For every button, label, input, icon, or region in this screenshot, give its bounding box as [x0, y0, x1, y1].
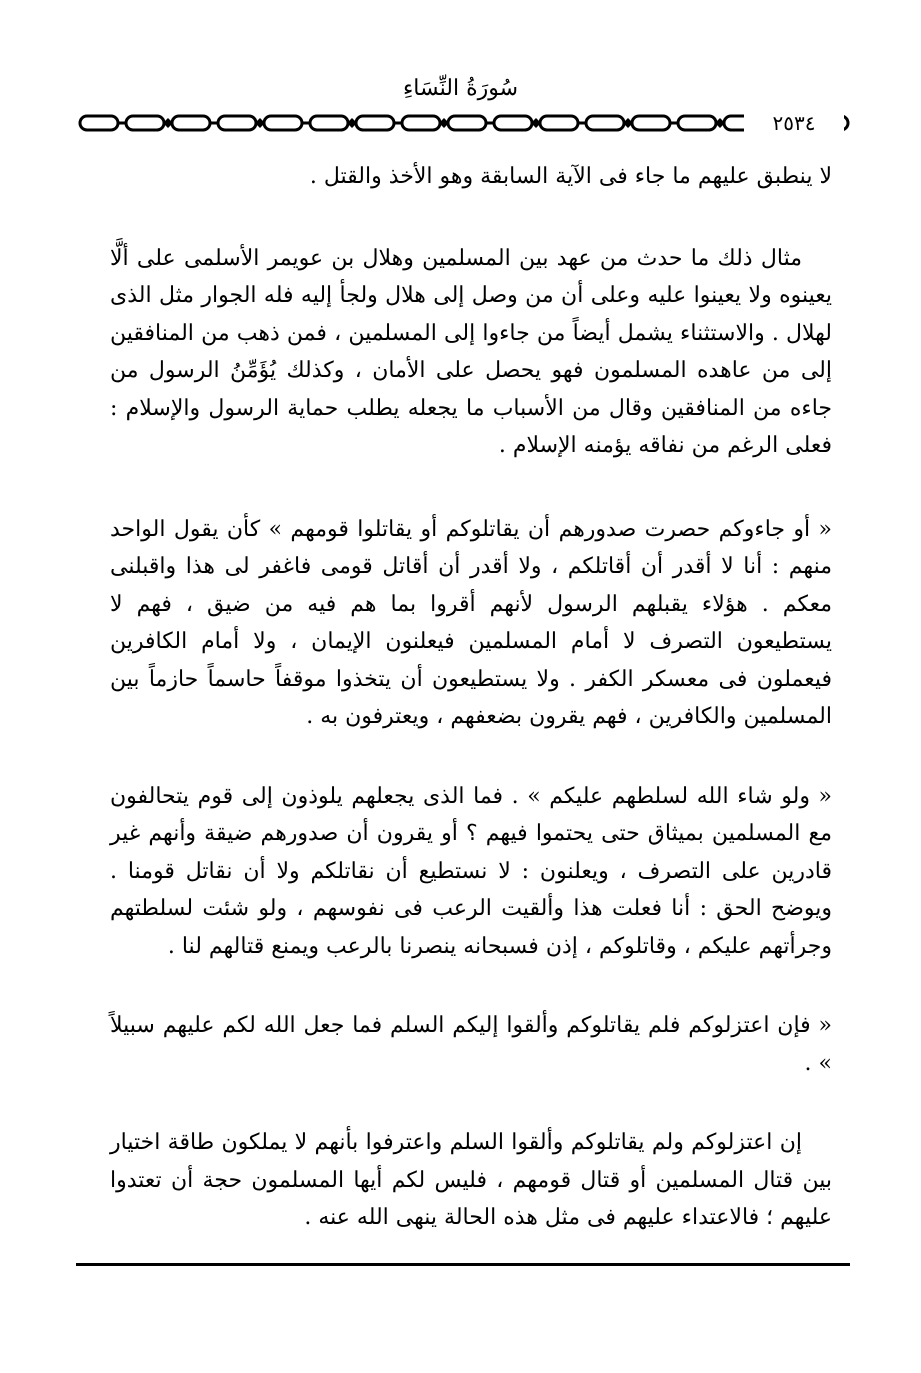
ornamental-border: [76, 110, 852, 136]
paragraph-4: « ولو شاء الله لسلطهم عليكم » . فما الذى يجعلهم يلوذون إلى قوم يتحالفون مع المسلمين بميثاق حتى يحتموا فيهم ؟ أو يقرون أن صدورهم ضيقة وأنهم غير قادرين على التصرف ، ويعلنون : لا نستطيع أن نقاتلكم ولا أن نقاتل قومنا . ويوضح الحق : أنا فعلت هذا وألقيت الرعب فى نفوسهم ، ولو شئت لسلطتهم وجرأتهم عليكم ، وقاتلوكم ، إذن فسبحانه ينصرنا بالرعب ويمنع قتالهم لنا .: [110, 783, 833, 959]
paragraph-1: لا ينطبق عليهم ما جاء فى الآية السابقة وهو الأخذ والقتل .: [309, 164, 832, 189]
paragraph-5: « فإن اعتزلوكم فلم يقاتلوكم وألقوا إليكم السلم فما جعل الله لكم عليهم سبيلاً » .: [110, 1013, 832, 1076]
paragraph-2: مثال ذلك ما حدث من عهد بين المسلمين وهلال بن عويمر الأسلمى على ألَّا يعينوه ولا يعينوا عليه وعلى أن من وصل إلى هلال ولجأ إليه فله الجوار مثل الذى لهلال . والاستثناء يشمل أيضاً من جاءوا إلى المسلمين ، فمن ذهب من المنافقين إلى من عاهده المسلمون فهو يحصل على الأمان ، وكذلك يُؤَمِّنُ الرسول من جاءه من المنافقين وقال من الأسباب ما يجعله يطلب حماية الرسول والإسلام : فعلى الرغم من نفاقه يؤمنه الإسلام .: [110, 245, 832, 458]
surah-title: سُورَةُ النِّسَاءِ: [402, 76, 519, 101]
page-number: ٢٥٣٤: [744, 111, 844, 135]
paragraph-6: إن اعتزلوكم ولم يقاتلوكم وألقوا السلم واعترفوا بأنهم لا يملكون طاقة اختيار بين قتال المسلمين أو قتال قومهم ، فليس لكم أيها المسلمون حجة أن تعتدوا عليهم ؛ فالاعتداء عليهم فى مثل هذه الحالة ينهى الله عنه .: [110, 1130, 832, 1230]
page-body: [110, 158, 832, 1277]
ornament-chain-icon: [76, 110, 852, 136]
bottom-rule: [76, 1263, 850, 1266]
paragraph-3: « أو جاءوكم حصرت صدورهم أن يقاتلوكم أو يقاتلوا قومهم » كأن يقول الواحد منهم : أنا لا أقدر أن أقاتلكم ، ولا أقدر أن أقاتل قومى فاغفر لى هذا واقبلنى معكم . هؤلاء يقبلهم الرسول لأنهم أقروا بما هم فيه من ضيق ، فهم لا يستطيعون التصرف لا أمام المسلمين فيعلنون الإيمان ، ولا أمام الكافرين فيعملون فى معسكر الكفر . ولا يستطيعون أن يتخذوا موقفاً حاسماً حازماً بين المسلمين والكافرين ، فهم يقرون بضعفهم ، ويعترفون به .: [110, 516, 832, 729]
